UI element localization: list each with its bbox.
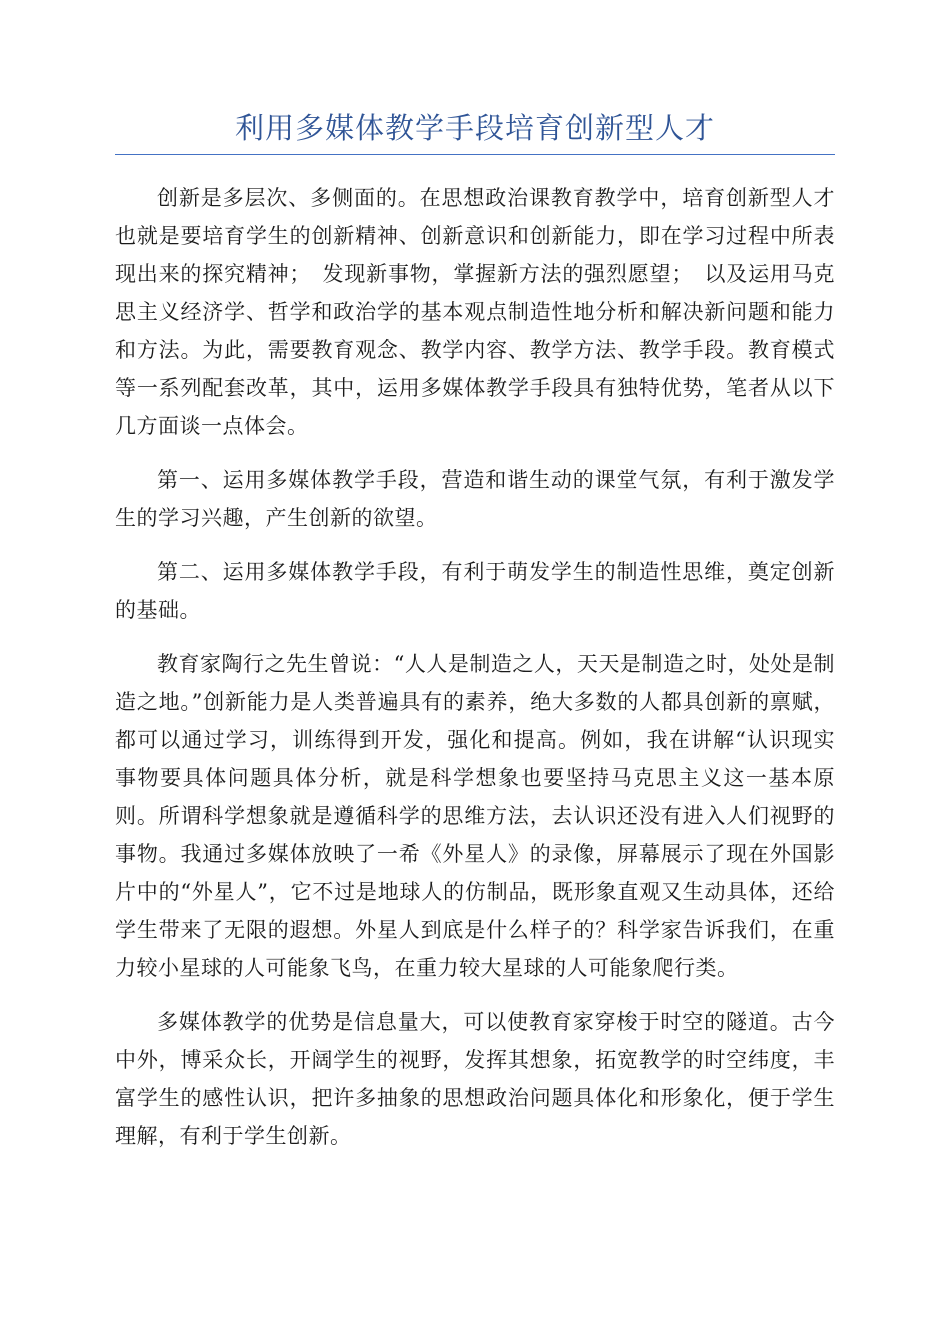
paragraph: 第一、运用多媒体教学手段，营造和谐生动的课堂气氛，有利于激发学生的学习兴趣，产生创新的欲望。 (115, 468, 835, 530)
paragraph: 多媒体教学的优势是信息量大，可以使教育家穿梭于时空的隧道。古今中外，博采众长，开阔学生的视野，发挥其想象，拓宽教学的时空纬度，丰富学生的感性认识，把许多抽象的思想政治问题具体化和形象化，便于学生理解，有利于学生创新。 (115, 1010, 835, 1148)
document-title: 利用多媒体教学手段培育创新型人才 (115, 108, 835, 155)
document-page (115, 108, 835, 1171)
paragraph: 教育家陶行之先生曾说：“人人是制造之人，天天是制造之时，处处是制造之地。”创新能力是人类普遍具有的素养，绝大多数的人都具创新的禀赋，都可以通过学习，训练得到开发，强化和提高。例如，我在讲解“认识现实事物要具体问题具体分析，就是科学想象也要坚持马克思主义这一基本原则。所谓科学想象就是遵循科学的思维方法，去认识还没有进入人们视野的事物。我通过多媒体放映了一希《外星人》的录像，屏幕展示了现在外国影片中的“外星人”，它不过是地球人的仿制品，既形象直观又生动具体，还给学生带来了无限的遐想。外星人到底是什么样子的？科学家告诉我们，在重力较小星球的人可能象飞鸟，在重力较大星球的人可能象爬行类。 (115, 652, 835, 980)
paragraph: 第二、运用多媒体教学手段，有利于萌发学生的制造性思维，奠定创新的基础。 (115, 560, 835, 622)
document-body (115, 179, 835, 1155)
paragraph: 创新是多层次、多侧面的。在思想政治课教育教学中，培育创新型人才也就是要培育学生的创新精神、创新意识和创新能力，即在学习过程中所表现出来的探究精神； 发现新事物，掌握新方法的强烈愿望； 以及运用马克思主义经济学、哲学和政治学的基本观点制造性地分析和解决新问题和能力和方法。为此，需要教育观念、教学内容、教学方法、教学手段。教育模式等一系列配套改革，其中，运用多媒体教学手段具有独特优势，笔者从以下几方面谈一点体会。 (115, 186, 835, 438)
